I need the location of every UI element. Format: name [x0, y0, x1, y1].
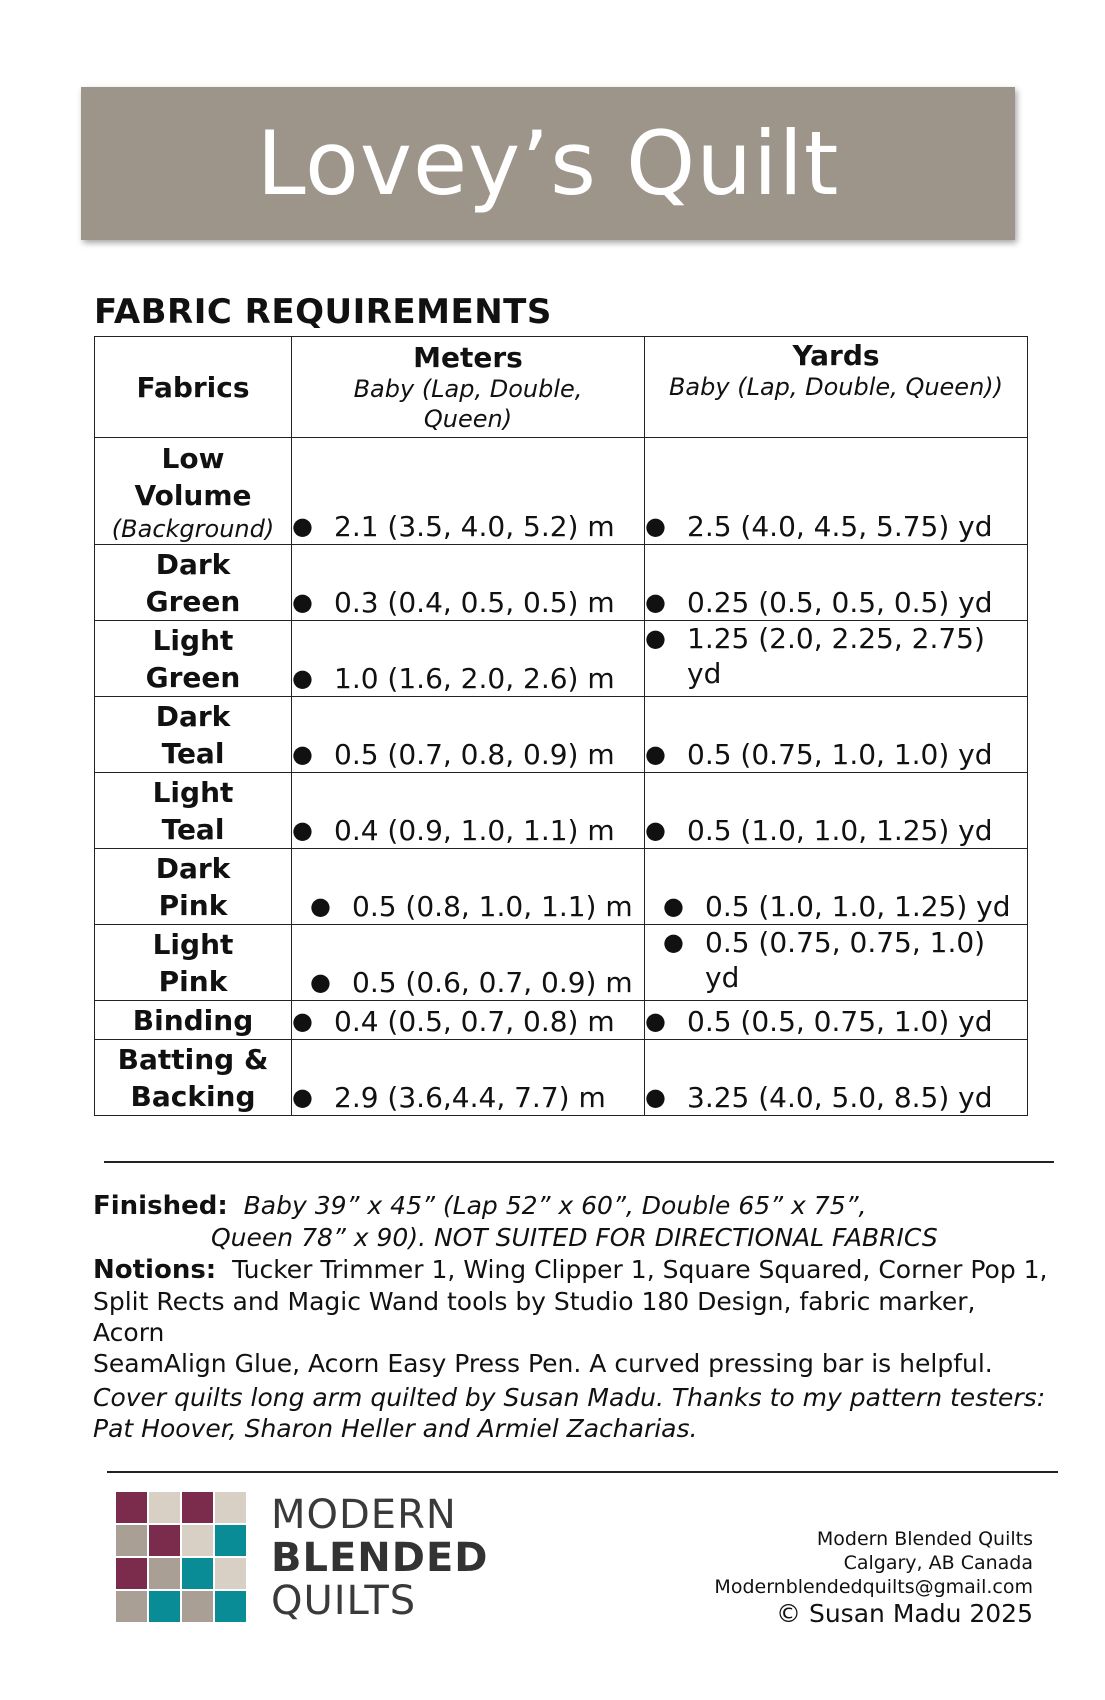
meters-cell: ● 0.5 (0.7, 0.8, 0.9) m [292, 697, 645, 773]
logo-square [182, 1492, 213, 1523]
bullet-icon: ● [663, 928, 684, 956]
divider [104, 1161, 1054, 1163]
header-fabrics: Fabrics [95, 337, 292, 438]
meters-cell: ● 0.5 (0.6, 0.7, 0.9) m [292, 925, 645, 1001]
header-yards: Yards Baby (Lap, Double, Queen)) [645, 337, 1028, 438]
bullet-icon: ● [663, 892, 684, 920]
logo-square [149, 1492, 180, 1523]
logo-square [215, 1558, 246, 1589]
logo-square [149, 1558, 180, 1589]
logo-square [116, 1591, 147, 1622]
section-heading: FABRIC REQUIREMENTS [94, 292, 552, 332]
meters-cell: ● 1.0 (1.6, 2.0, 2.6) m [292, 621, 645, 697]
finished-section: Finished: Baby 39” x 45” (Lap 52” x 60”, Double 65” x 75”, Queen 78” x 90). NOT SUITED FOR DIRECTIONAL FABRICS [93, 1191, 938, 1252]
bullet-icon: ● [292, 1007, 313, 1035]
divider [107, 1471, 1058, 1473]
meters-cell: ● 0.5 (0.8, 1.0, 1.1) m [292, 849, 645, 925]
yards-cell: ● 0.5 (0.75, 0.75, 1.0) yd [645, 925, 1028, 1001]
table-row [95, 438, 1028, 545]
bullet-icon: ● [292, 1083, 313, 1111]
bullet-icon: ● [292, 512, 313, 540]
notions-section: Notions: Tucker Trimmer 1, Wing Clipper 1, Square Squared, Corner Pop 1, Split Rects and Magic Wand tools by Studio 180 Design, fabric marker, Acorn SeamAlign Glue, Acorn Easy Press Pen. A curved pressing bar is helpful. [93, 1255, 1048, 1378]
bullet-icon: ● [292, 816, 313, 844]
business-name: Modern Blended Quilts [816, 1528, 1033, 1550]
fabric-name: Dark Green [95, 545, 292, 621]
table-row [95, 545, 1028, 621]
yards-cell: ● 1.25 (2.0, 2.25, 2.75) yd [645, 621, 1028, 697]
bullet-icon: ● [645, 1083, 666, 1111]
credits-section: Cover quilts long arm quilted by Susan Madu. Thanks to my pattern testers: Pat Hoover, Sharon Heller and Armiel Zacharias. [93, 1383, 1046, 1443]
logo-square [149, 1525, 180, 1556]
fabric-name: Light Green [95, 621, 292, 697]
table-row [95, 697, 1028, 773]
fabric-name: Batting & Backing [95, 1040, 292, 1116]
logo-wordmark: MODERN BLENDED QUILTS [271, 1492, 489, 1624]
table-row [95, 773, 1028, 849]
yards-cell: ● 0.5 (0.75, 1.0, 1.0) yd [645, 697, 1028, 773]
fabric-name: Binding [95, 1001, 292, 1040]
bullet-icon: ● [292, 740, 313, 768]
table-row [95, 621, 1028, 697]
meters-cell: ● 0.4 (0.5, 0.7, 0.8) m [292, 1001, 645, 1040]
fabric-name: Dark Teal [95, 697, 292, 773]
header-meters: Meters Baby (Lap, Double, Queen) [292, 337, 645, 438]
logo-square [182, 1558, 213, 1589]
logo-square [116, 1558, 147, 1589]
logo-square [149, 1591, 180, 1622]
table-row [95, 1001, 1028, 1040]
table-row [95, 849, 1028, 925]
logo-square [116, 1492, 147, 1523]
table-row [95, 1040, 1028, 1116]
meters-cell: ● 0.4 (0.9, 1.0, 1.1) m [292, 773, 645, 849]
bullet-icon: ● [645, 588, 666, 616]
logo-square [182, 1525, 213, 1556]
meters-cell: ● 2.1 (3.5, 4.0, 5.2) m [292, 438, 645, 545]
bullet-icon: ● [292, 588, 313, 616]
logo-square [215, 1591, 246, 1622]
yards-cell: ● 0.5 (0.5, 0.75, 1.0) yd [645, 1001, 1028, 1040]
page-title: Lovey’s Quilt [256, 112, 840, 215]
yards-cell: ● 0.5 (1.0, 1.0, 1.25) yd [645, 849, 1028, 925]
location: Calgary, AB Canada [843, 1552, 1033, 1574]
meters-cell: ● 0.3 (0.4, 0.5, 0.5) m [292, 545, 645, 621]
logo-square [182, 1591, 213, 1622]
fabric-name: Low Volume (Background) [95, 438, 292, 545]
bullet-icon: ● [645, 1007, 666, 1035]
bullet-icon: ● [645, 740, 666, 768]
logo-square [215, 1525, 246, 1556]
bullet-icon: ● [645, 624, 666, 652]
bullet-icon: ● [645, 816, 666, 844]
logo-square [116, 1525, 147, 1556]
yards-cell: ● 2.5 (4.0, 4.5, 5.75) yd [645, 438, 1028, 545]
contact-block [714, 1527, 1033, 1629]
yards-cell: ● 3.25 (4.0, 5.0, 8.5) yd [645, 1040, 1028, 1116]
email: Modernblendedquilts@gmail.com [714, 1576, 1033, 1598]
table-row [95, 925, 1028, 1001]
meters-cell: ● 2.9 (3.6,4.4, 7.7) m [292, 1040, 645, 1116]
bullet-icon: ● [310, 968, 331, 996]
logo-mark [116, 1492, 246, 1622]
bullet-icon: ● [645, 512, 666, 540]
title-banner [81, 87, 1015, 240]
logo-square [215, 1492, 246, 1523]
table-header-row [95, 337, 1028, 438]
bullet-icon: ● [292, 664, 313, 692]
yards-cell: ● 0.5 (1.0, 1.0, 1.25) yd [645, 773, 1028, 849]
bullet-icon: ● [310, 892, 331, 920]
fabric-name: Light Pink [95, 925, 292, 1001]
fabric-requirements-table [94, 336, 1028, 1116]
fabric-name: Light Teal [95, 773, 292, 849]
yards-cell: ● 0.25 (0.5, 0.5, 0.5) yd [645, 545, 1028, 621]
fabric-name: Dark Pink [95, 849, 292, 925]
copyright: © Susan Madu 2025 [776, 1599, 1033, 1628]
